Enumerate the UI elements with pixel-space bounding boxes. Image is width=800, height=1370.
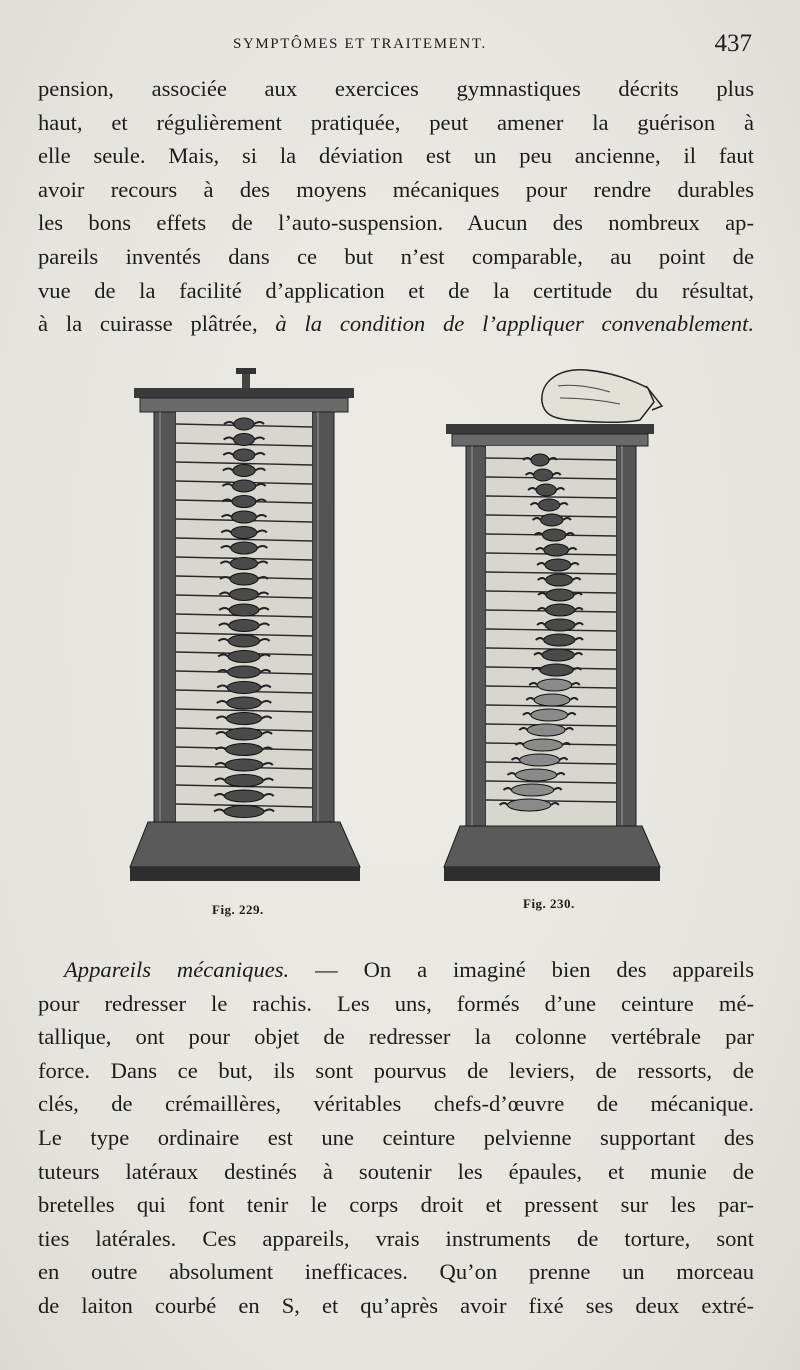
text-line: elle seule. Mais, si la déviation est un peu ancienne, il faut bbox=[38, 143, 754, 169]
text-line: haut, et régulièrement pratiquée, peut amener la guérison à bbox=[38, 109, 754, 135]
text-line: pour redresser le rachis. Les uns, formés d’une ceinture mé- bbox=[38, 990, 754, 1016]
page-number: 437 bbox=[714, 30, 752, 57]
text-line: pension, associée aux exercices gymnastiques décrits plus bbox=[38, 76, 754, 101]
figure-229 bbox=[128, 362, 364, 892]
text-line-last bbox=[38, 307, 754, 341]
last-line-italic: à la condition de l’appliquer convenablement. bbox=[275, 311, 754, 337]
spine-frame-curved-illustration bbox=[440, 362, 670, 892]
bottom-paragraph bbox=[38, 953, 754, 1323]
text-line: pareils inventés dans ce but n’est comparable, au point de bbox=[38, 243, 754, 269]
section-heading: Appareils mécaniques. bbox=[64, 957, 290, 982]
text-line: force. Dans ce but, ils sont pourvus de leviers, de ressorts, de bbox=[38, 1057, 754, 1083]
running-title: SYMPTÔMES ET TRAITEMENT. bbox=[233, 36, 487, 52]
text-line: bretelles qui font tenir le corps droit et pressent sur les par- bbox=[38, 1192, 754, 1218]
text-line: tuteurs latéraux destinés à soutenir les épaules, et munie de bbox=[38, 1158, 754, 1184]
last-line-roman: à la cuirasse plâtrée, bbox=[38, 311, 258, 337]
text-line: les bons effets de l’auto-suspension. Aucun des nombreux ap- bbox=[38, 210, 754, 236]
figure-230-caption: Fig. 230. bbox=[523, 896, 575, 911]
first-line-rest: — On a imaginé bien des appareils bbox=[315, 957, 754, 982]
figure-229-caption: Fig. 229. bbox=[212, 902, 264, 917]
spine-frame-straight-illustration bbox=[128, 362, 364, 892]
text-line: vue de la facilité d’application et de la certitude du résultat, bbox=[38, 277, 754, 303]
text-line: de laiton courbé en S, et qu’après avoir fixé ses deux extré- bbox=[38, 1292, 754, 1318]
text-line: tallique, ont pour objet de redresser la colonne vertébrale par bbox=[38, 1024, 754, 1050]
text-line: en outre absolument inefficaces. Qu’on prenne un morceau bbox=[38, 1259, 754, 1285]
top-paragraph bbox=[38, 72, 754, 341]
running-header bbox=[38, 30, 754, 64]
text-line: ties latérales. Ces appareils, vrais instruments de torture, sont bbox=[38, 1225, 754, 1251]
figure-230 bbox=[440, 362, 670, 892]
text-line: avoir recours à des moyens mécaniques pour rendre durables bbox=[38, 176, 754, 202]
text-line: clés, de crémaillères, véritables chefs-d’œuvre de mécanique. bbox=[38, 1091, 754, 1117]
text-line: Le type ordinaire est une ceinture pelvienne supportant des bbox=[38, 1124, 754, 1150]
paragraph-first-line bbox=[38, 953, 754, 987]
